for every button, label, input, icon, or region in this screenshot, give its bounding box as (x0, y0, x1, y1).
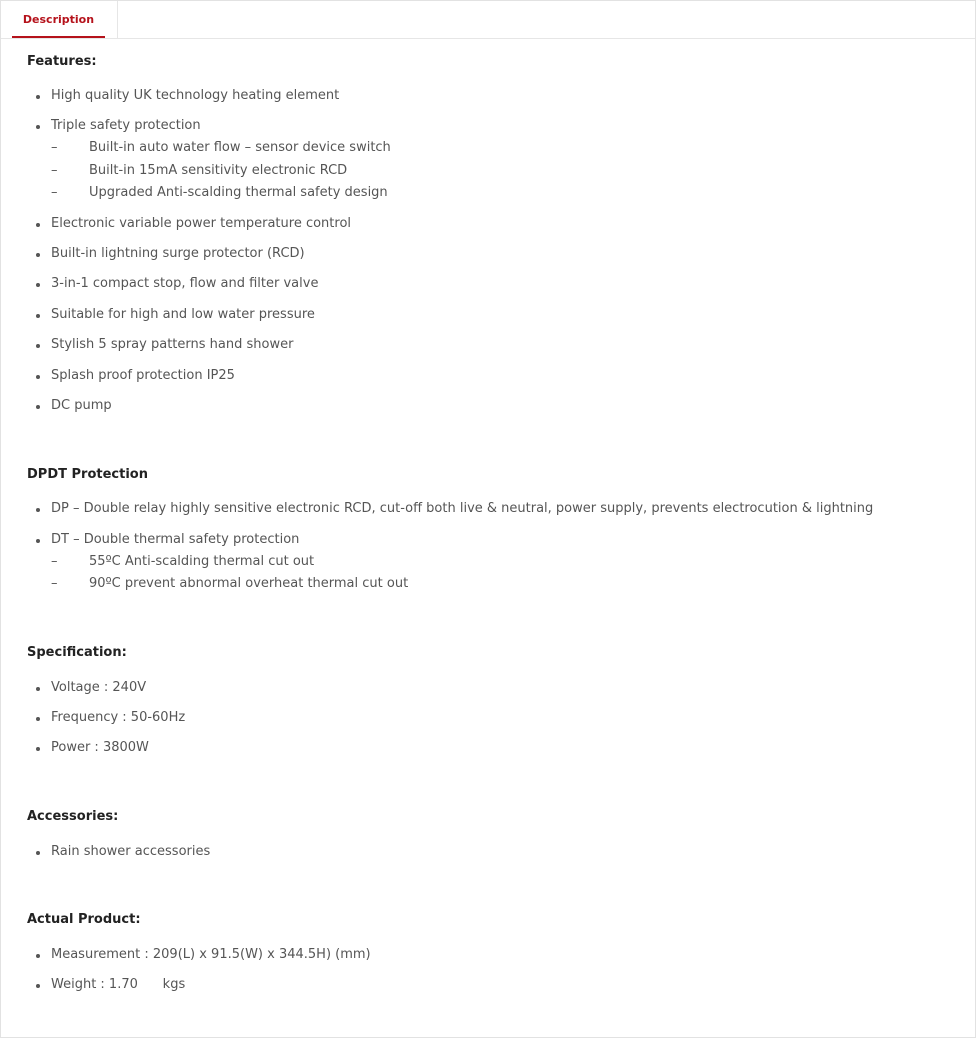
tab-bar (1, 1, 975, 39)
sub-item-text: Upgraded Anti-scalding thermal safety design (89, 185, 388, 200)
actual-product-heading: Actual Product: (27, 912, 141, 927)
accessories-heading: Accessories: (27, 809, 119, 824)
dash-marker: – (51, 576, 58, 591)
sub-item-text: Built-in auto water flow – sensor device switch (89, 140, 391, 155)
list-item: Voltage : 240V (51, 680, 147, 695)
dash-marker: – (51, 185, 58, 200)
sub-item-text: Built-in 15mA sensitivity electronic RCD (89, 163, 348, 178)
list-item: 3-in-1 compact stop, flow and filter valve (51, 276, 319, 291)
tab-divider (117, 1, 118, 38)
list-item: DT – Double thermal safety protection (51, 532, 300, 547)
list-item: DC pump (51, 398, 112, 413)
list-item: Weight : 1.70 kgs (51, 977, 186, 992)
list-item: Built-in lightning surge protector (RCD) (51, 246, 305, 261)
list-item: Power : 3800W (51, 740, 149, 755)
list-item: High quality UK technology heating element (51, 88, 340, 103)
list-item: Suitable for high and low water pressure (51, 307, 315, 322)
sub-item-text: 55ºC Anti-scalding thermal cut out (89, 554, 315, 569)
dash-marker: – (51, 163, 58, 178)
tab-description[interactable]: Description (12, 1, 105, 38)
dash-marker: – (51, 140, 58, 155)
features-heading: Features: (27, 54, 97, 69)
list-item: DP – Double relay highly sensitive electronic RCD, cut-off both live & neutral, power supply, prevents electrocution & lightning (51, 501, 874, 516)
list-item: Measurement : 209(L) x 91.5(W) x 344.5H) (mm) (51, 947, 371, 962)
list-item: Electronic variable power temperature control (51, 216, 352, 231)
specification-heading: Specification: (27, 645, 127, 660)
list-item: Splash proof protection IP25 (51, 368, 235, 383)
list-item: Frequency : 50-60Hz (51, 710, 186, 725)
list-item: Triple safety protection (51, 118, 201, 133)
dash-marker: – (51, 554, 58, 569)
dpdt-heading: DPDT Protection (27, 467, 148, 482)
sub-item-text: 90ºC prevent abnormal overheat thermal cut out (89, 576, 409, 591)
list-item: Rain shower accessories (51, 844, 211, 859)
list-item: Stylish 5 spray patterns hand shower (51, 337, 294, 352)
